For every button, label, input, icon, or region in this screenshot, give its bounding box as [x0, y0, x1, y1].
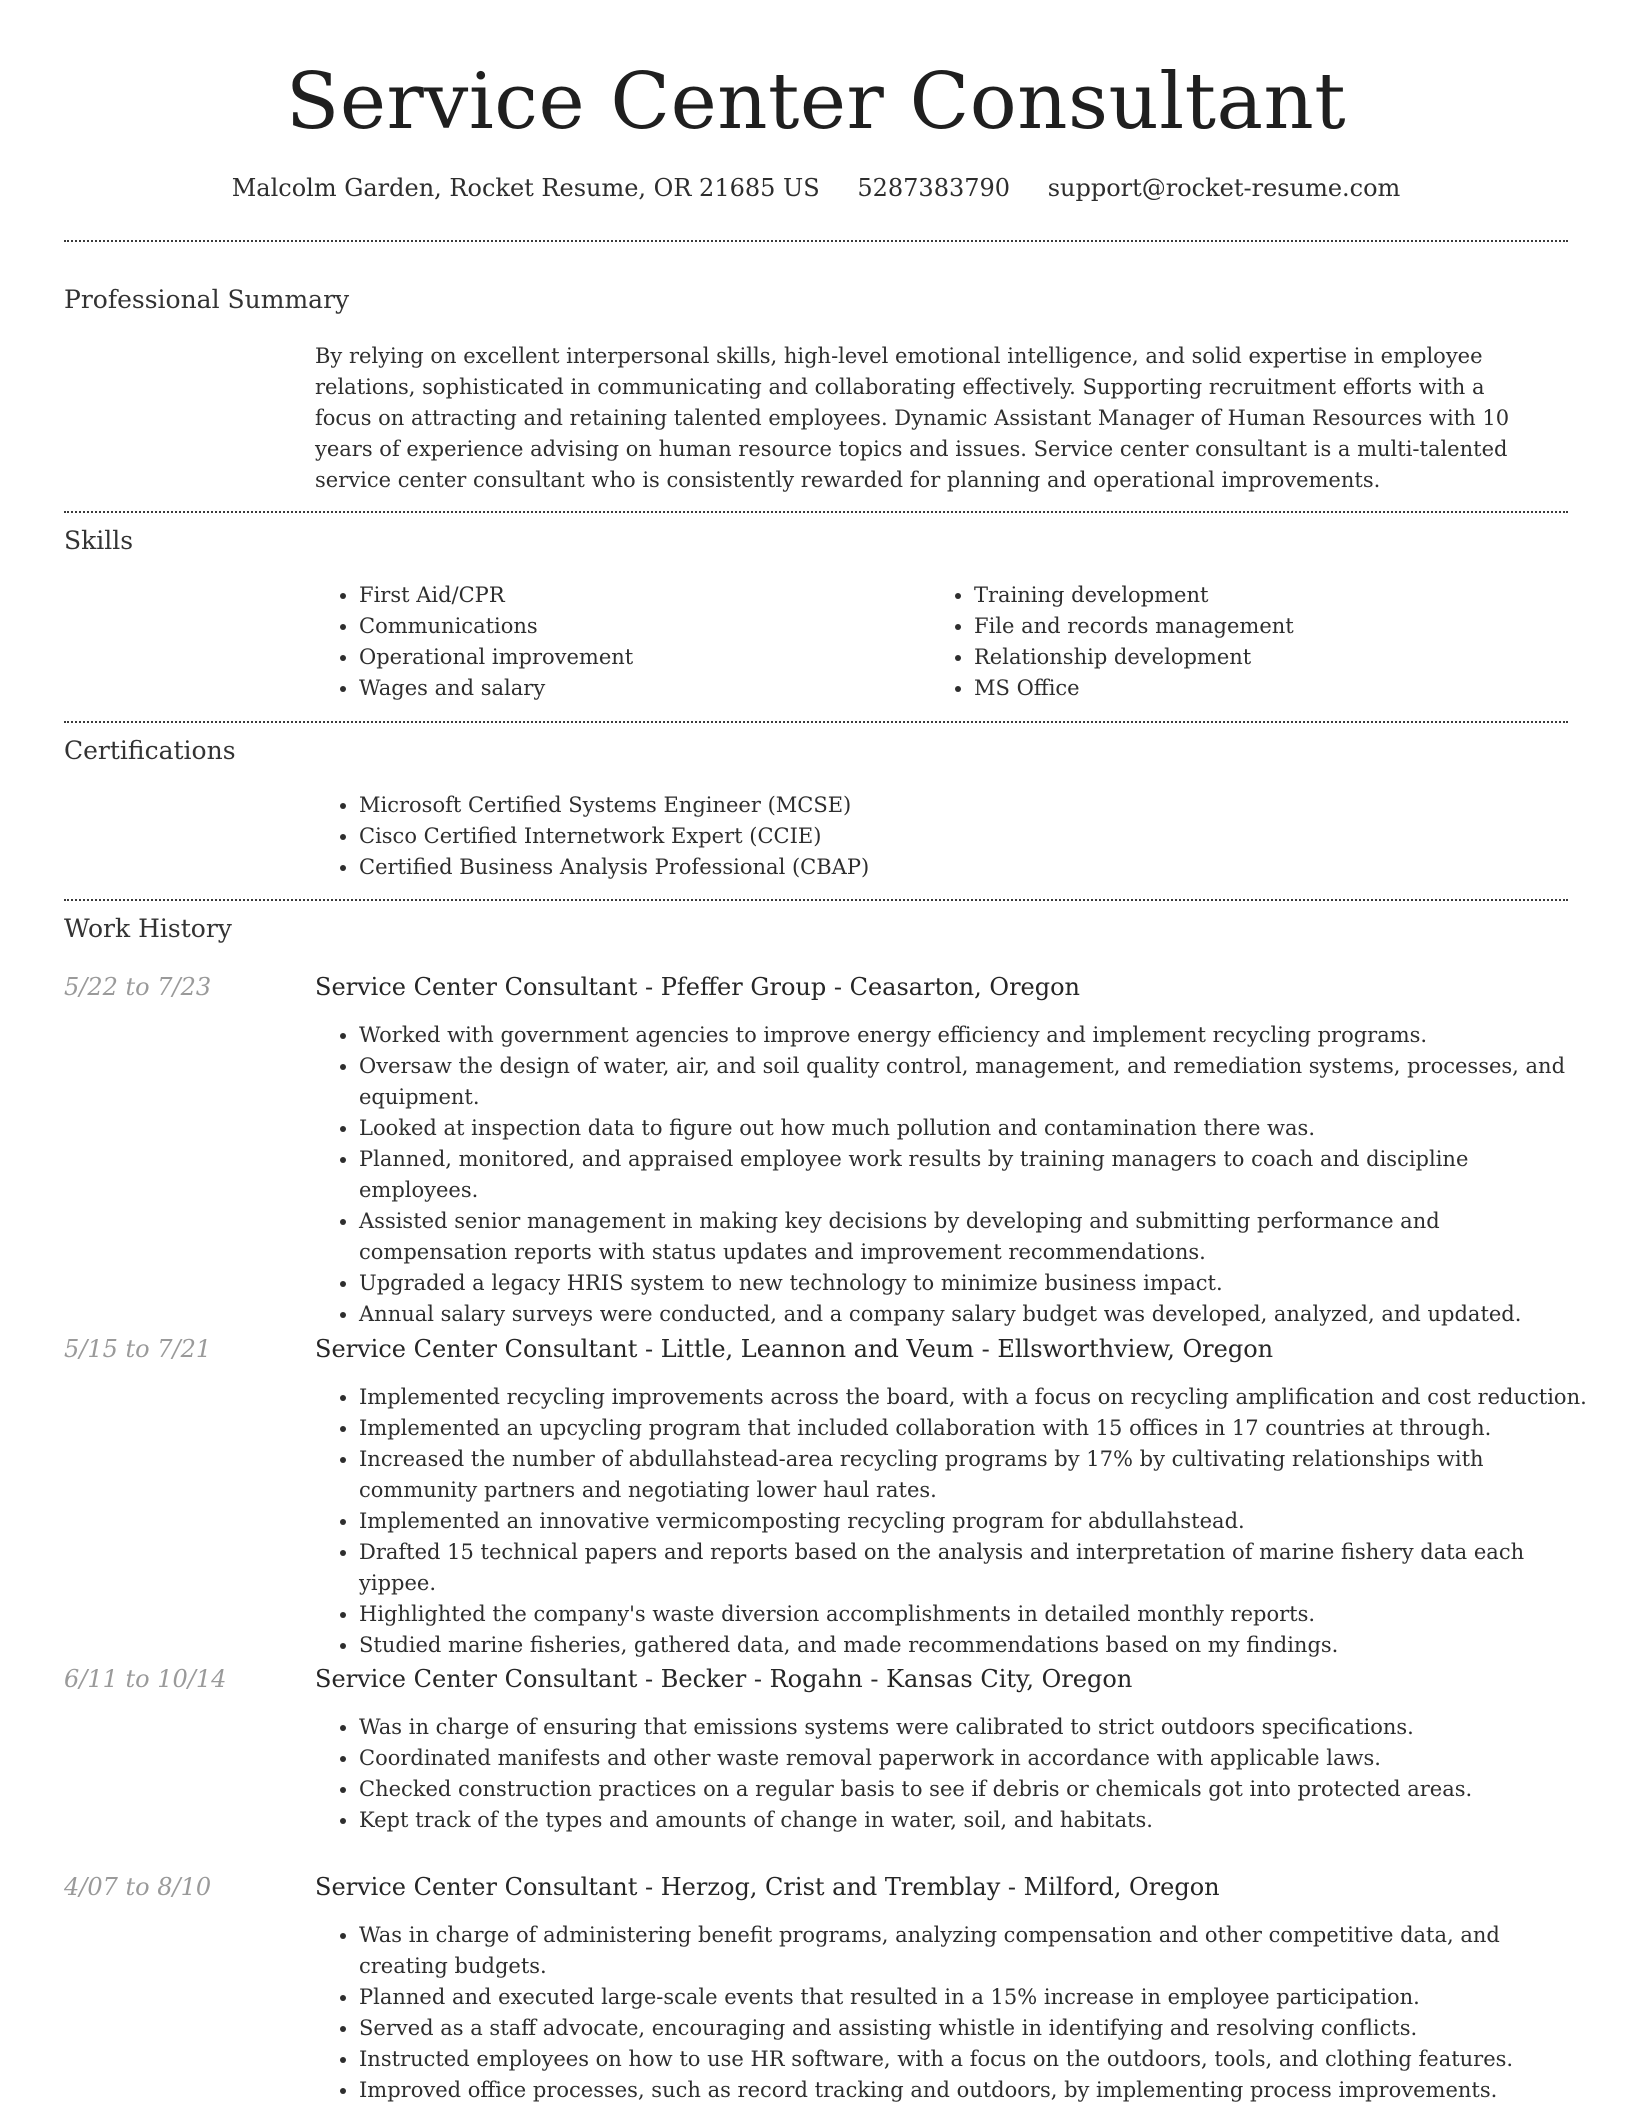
certifications-list: [315, 790, 1559, 883]
contact-address: Malcolm Garden, Rocket Resume, OR 21685 US: [231, 174, 820, 202]
certification-item: • Cisco Certified Internetwork Expert (CCIE): [359, 821, 1559, 852]
job-bullet: • Studied marine fisheries, gathered data, and made recommendations based on my findings.: [359, 1630, 1591, 1661]
skill-item: • Training development: [974, 580, 1534, 611]
job-bullet: • Planned and executed large-scale events that resulted in a 15% increase in employee participation.: [359, 1982, 1591, 2013]
job-bullets: [315, 1712, 1591, 1836]
summary-text: By relying on excellent interpersonal skills, high-level emotional intelligence, and solid expertise in employee relations, sophisticated in communicating and collaborating effectively. Supporting recruitment efforts with a focus on attracting and retaining talented employees. Dynamic Assistant Manager of Human Resources with 10 years of experience advising on human resource topics and issues. Service center consultant is a multi-talented service center consultant who is consistently rewarded for planning and operational improvements.: [315, 344, 1510, 492]
work-history-heading: Work History: [64, 914, 232, 943]
job-bullet: • Implemented an innovative vermicomposting recycling program for abdullahstead.: [359, 1506, 1591, 1537]
skills-list-right: [930, 580, 1534, 704]
job-bullet: • Drafted 15 technical papers and reports based on the analysis and interpretation of marine fishery data each yippee.: [359, 1537, 1591, 1599]
contact-phone: 5287383790: [857, 174, 1011, 202]
certifications-heading: Certifications: [64, 736, 236, 765]
contact-line: [0, 170, 1632, 206]
job-bullet: • Was in charge of ensuring that emissions systems were calibrated to strict outdoors specifications.: [359, 1712, 1591, 1743]
contact-email: support@rocket-resume.com: [1047, 174, 1401, 202]
job-title: Service Center Consultant - Becker - Rogahn - Kansas City, Oregon: [315, 1665, 1133, 1693]
section-divider: [64, 240, 1568, 242]
job-title: Service Center Consultant - Herzog, Crist and Tremblay - Milford, Oregon: [315, 1873, 1220, 1901]
job-bullets: [315, 1920, 1591, 2106]
job-bullet: • Coordinated manifests and other waste removal paperwork in accordance with applicable laws.: [359, 1743, 1591, 1774]
job-bullet: • Upgraded a legacy HRIS system to new technology to minimize business impact.: [359, 1268, 1591, 1299]
job-bullet: • Assisted senior management in making key decisions by developing and submitting performance and compensation reports with status updates and improvement recommendations.: [359, 1206, 1591, 1268]
job-bullets: [315, 1382, 1591, 1661]
job-bullet: • Improved office processes, such as record tracking and outdoors, by implementing process improvements.: [359, 2075, 1591, 2106]
job-bullet: • Increased the number of abdullahstead-area recycling programs by 17% by cultivating relationships with community partners and negotiating lower haul rates.: [359, 1444, 1591, 1506]
skill-item: • Relationship development: [974, 642, 1534, 673]
job-bullet: • Highlighted the company's waste diversion accomplishments in detailed monthly reports.: [359, 1599, 1591, 1630]
skill-item: • Operational improvement: [359, 642, 919, 673]
job-bullet: • Served as a staff advocate, encouraging and assisting whistle in identifying and resolving conflicts.: [359, 2013, 1591, 2044]
certification-item: • Microsoft Certified Systems Engineer (MCSE): [359, 790, 1559, 821]
skill-item: • File and records management: [974, 611, 1534, 642]
certification-item: • Certified Business Analysis Professional (CBAP): [359, 852, 1559, 883]
job-bullet: • Instructed employees on how to use HR software, with a focus on the outdoors, tools, and clothing features.: [359, 2044, 1591, 2075]
resume-name: Service Center Consultant: [285, 57, 1347, 147]
skill-item: • Wages and salary: [359, 673, 919, 704]
job-dates: 5/15 to 7/21: [64, 1335, 212, 1363]
section-divider: [64, 511, 1568, 513]
job-title: Service Center Consultant - Little, Leannon and Veum - Ellsworthview, Oregon: [315, 1335, 1274, 1363]
section-divider: [64, 899, 1568, 901]
skills-heading: Skills: [64, 526, 134, 555]
summary-heading: Professional Summary: [64, 285, 350, 314]
job-bullet: • Looked at inspection data to figure out how much pollution and contamination there was.: [359, 1113, 1591, 1144]
job-bullet: • Checked construction practices on a regular basis to see if debris or chemicals got into protected areas.: [359, 1774, 1591, 1805]
skill-item: • MS Office: [974, 673, 1534, 704]
job-bullet: • Planned, monitored, and appraised employee work results by training managers to coach and discipline employees.: [359, 1144, 1591, 1206]
skills-list-left: [315, 580, 919, 704]
job-bullet: • Was in charge of administering benefit programs, analyzing compensation and other competitive data, and creating budgets.: [359, 1920, 1591, 1982]
job-dates: 6/11 to 10/14: [64, 1665, 227, 1693]
job-bullets: [315, 1020, 1591, 1330]
job-bullet: • Worked with government agencies to improve energy efficiency and implement recycling programs.: [359, 1020, 1591, 1051]
section-divider: [64, 721, 1568, 723]
skill-item: • Communications: [359, 611, 919, 642]
job-title: Service Center Consultant - Pfeffer Group - Ceasarton, Oregon: [315, 973, 1081, 1001]
job-bullet: • Kept track of the types and amounts of change in water, soil, and habitats.: [359, 1805, 1591, 1836]
job-dates: 4/07 to 8/10: [64, 1873, 212, 1901]
job-bullet: • Implemented recycling improvements across the board, with a focus on recycling amplification and cost reduction.: [359, 1382, 1591, 1413]
job-dates: 5/22 to 7/23: [64, 973, 212, 1001]
job-bullet: • Implemented an upcycling program that included collaboration with 15 offices in 17 countries at through.: [359, 1413, 1591, 1444]
job-bullet: • Annual salary surveys were conducted, and a company salary budget was developed, analyzed, and updated.: [359, 1299, 1591, 1330]
skill-item: • First Aid/CPR: [359, 580, 919, 611]
job-bullet: • Oversaw the design of water, air, and soil quality control, management, and remediation systems, processes, and equipment.: [359, 1051, 1591, 1113]
